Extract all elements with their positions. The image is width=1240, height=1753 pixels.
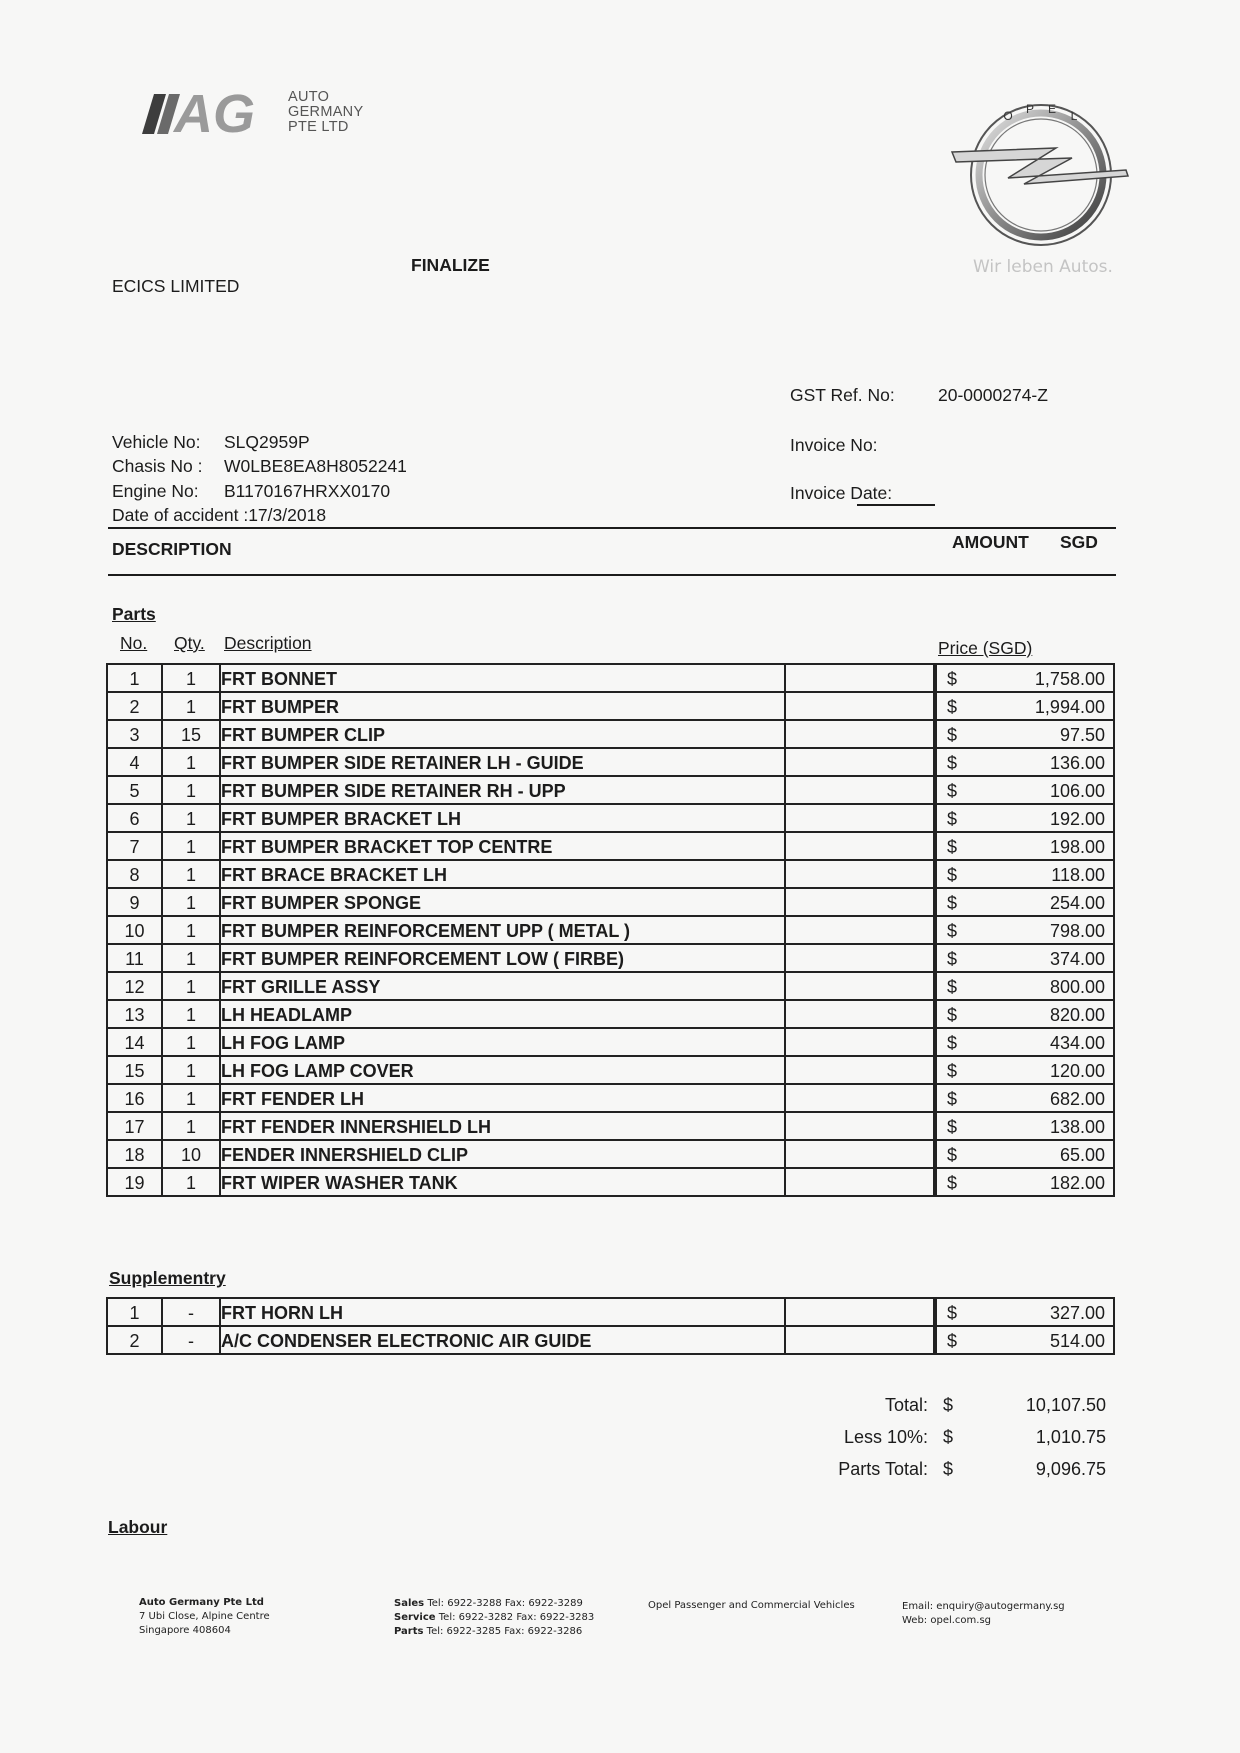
row-qty: 1 [162, 916, 220, 944]
row-price [936, 1168, 1114, 1196]
currency-symbol: $ [947, 781, 958, 801]
table-row [107, 832, 1114, 860]
price-value: 1,994.00 [1034, 697, 1105, 717]
row-qty: 1 [162, 860, 220, 888]
row-no: 13 [107, 1000, 162, 1028]
footer-web [902, 1600, 1065, 1628]
row-description: LH HEADLAMP [220, 1000, 785, 1028]
row-price [936, 860, 1114, 888]
row-no: 10 [107, 916, 162, 944]
table-row [107, 1056, 1114, 1084]
row-price [936, 972, 1114, 1000]
row-price [936, 944, 1114, 972]
total-value: 10,107.50 [1025, 1395, 1106, 1415]
row-no: 12 [107, 972, 162, 1000]
row-no: 4 [107, 748, 162, 776]
currency-symbol: $ [947, 669, 958, 689]
currency-symbol: $ [947, 837, 958, 857]
row-no: 17 [107, 1112, 162, 1140]
row-qty: 1 [162, 832, 220, 860]
price-value: 682.00 [1049, 1089, 1105, 1109]
price-value: 820.00 [1049, 1005, 1105, 1025]
price-value: 254.00 [1049, 893, 1105, 913]
row-description: FRT BONNET [220, 664, 785, 692]
row-qty: 1 [162, 944, 220, 972]
price-value: 514.00 [1049, 1331, 1105, 1351]
row-qty: 10 [162, 1140, 220, 1168]
row-description: FRT BUMPER BRACKET TOP CENTRE [220, 832, 785, 860]
row-no: 3 [107, 720, 162, 748]
invoice-date-underline [857, 504, 935, 506]
price-value: 97.50 [1059, 725, 1105, 745]
price-value: 434.00 [1049, 1033, 1105, 1053]
row-blank [785, 720, 934, 748]
row-price [936, 1326, 1114, 1354]
price-value: 1,758.00 [1034, 669, 1105, 689]
opel-letter: O [1003, 109, 1013, 123]
row-price [936, 916, 1114, 944]
table-row [107, 776, 1114, 804]
price-value: 198.00 [1049, 837, 1105, 857]
row-price [936, 720, 1114, 748]
table-row [107, 1028, 1114, 1056]
discount-row: Less 10%: $ 1,010.75 [843, 1427, 1106, 1447]
price-value: 65.00 [1059, 1145, 1105, 1165]
table-row [107, 804, 1114, 832]
currency-symbol: $ [947, 865, 958, 885]
currency-symbol: $ [947, 949, 958, 969]
divider-bottom [108, 574, 1116, 576]
row-description: FRT GRILLE ASSY [220, 972, 785, 1000]
status-label: FINALIZE [411, 255, 490, 275]
currency-symbol: $ [947, 1089, 958, 1109]
opel-letter: L [1070, 109, 1078, 123]
table-row [107, 692, 1114, 720]
row-qty: 1 [162, 1056, 220, 1084]
row-no: 14 [107, 1028, 162, 1056]
row-blank [785, 1084, 934, 1112]
row-price [936, 1298, 1114, 1326]
col-header-description: Description [224, 633, 312, 653]
row-qty: 1 [162, 776, 220, 804]
row-no: 2 [107, 1326, 162, 1354]
recipient-name: ECICS LIMITED [112, 276, 240, 296]
discount-value: 1,010.75 [1035, 1427, 1106, 1447]
row-blank [785, 664, 934, 692]
price-value: 800.00 [1049, 977, 1105, 997]
row-blank [785, 776, 934, 804]
row-qty: 1 [162, 804, 220, 832]
table-row [107, 1298, 1114, 1326]
row-price [936, 748, 1114, 776]
footer-company-name: Auto Germany Pte Ltd [139, 1597, 264, 1608]
row-description: LH FOG LAMP COVER [220, 1056, 785, 1084]
row-blank [785, 692, 934, 720]
parts-section-title: Parts [112, 604, 156, 624]
parts-total-value: 9,096.75 [1035, 1459, 1106, 1479]
row-blank [785, 944, 934, 972]
currency-symbol: $ [947, 1173, 958, 1193]
row-description: LH FOG LAMP [220, 1028, 785, 1056]
row-no: 16 [107, 1084, 162, 1112]
row-qty: - [162, 1326, 220, 1354]
opel-letter: E [1047, 102, 1057, 116]
row-blank [785, 860, 934, 888]
ag-logo-mark: AG [174, 88, 255, 140]
table-row [107, 888, 1114, 916]
table-row [107, 748, 1114, 776]
row-price [936, 1056, 1114, 1084]
row-description: FRT FENDER INNERSHIELD LH [220, 1112, 785, 1140]
row-description: FRT WIPER WASHER TANK [220, 1168, 785, 1196]
row-qty: - [162, 1298, 220, 1326]
row-description: FRT BUMPER REINFORCEMENT UPP ( METAL ) [220, 916, 785, 944]
description-heading: DESCRIPTION [112, 539, 232, 559]
table-row [107, 664, 1114, 692]
row-no: 19 [107, 1168, 162, 1196]
currency-symbol: $ [947, 697, 958, 717]
table-row [107, 1168, 1114, 1196]
row-description: FRT BUMPER CLIP [220, 720, 785, 748]
row-qty: 1 [162, 1084, 220, 1112]
row-qty: 1 [162, 664, 220, 692]
row-no: 15 [107, 1056, 162, 1084]
row-no: 1 [107, 664, 162, 692]
currency-symbol: $ [947, 1331, 958, 1351]
row-qty: 1 [162, 748, 220, 776]
row-description: FRT BUMPER REINFORCEMENT LOW ( FIRBE) [220, 944, 785, 972]
footer-email[interactable]: Email: enquiry@autogermany.sg [902, 1601, 1065, 1612]
parts-table [106, 663, 1115, 1197]
price-value: 106.00 [1049, 781, 1105, 801]
row-description: FRT BUMPER SIDE RETAINER LH - GUIDE [220, 748, 785, 776]
col-header-qty: Qty. [174, 633, 205, 653]
accident-date: Date of accident :17/3/2018 [112, 505, 327, 525]
row-description: FRT BRACE BRACKET LH [220, 860, 785, 888]
row-blank [785, 1298, 934, 1326]
amount-heading: AMOUNT [952, 532, 1029, 552]
price-value: 118.00 [1051, 865, 1105, 885]
currency-symbol: $ [947, 1303, 958, 1323]
divider-top [108, 527, 1116, 529]
row-price [936, 692, 1114, 720]
chasis-no-value: W0LBE8EA8H8052241 [224, 456, 407, 476]
row-no: 5 [107, 776, 162, 804]
row-blank [785, 1168, 934, 1196]
table-row [107, 916, 1114, 944]
brand-tagline: Wir leben Autos. [973, 257, 1113, 277]
row-qty: 1 [162, 1000, 220, 1028]
currency-symbol: $ [947, 809, 958, 829]
vehicle-no-label: Vehicle No: [112, 432, 201, 452]
row-description: FRT BUMPER SIDE RETAINER RH - UPP [220, 776, 785, 804]
row-no: 2 [107, 692, 162, 720]
supplementary-table [106, 1297, 1115, 1355]
row-no: 11 [107, 944, 162, 972]
row-no: 6 [107, 804, 162, 832]
row-price [936, 804, 1114, 832]
row-blank [785, 804, 934, 832]
currency-symbol: $ [947, 1117, 958, 1137]
supplementary-section-title: Supplementry [109, 1268, 226, 1288]
table-row [107, 1326, 1114, 1354]
currency-symbol: $ [947, 921, 958, 941]
row-no: 9 [107, 888, 162, 916]
row-qty: 1 [162, 692, 220, 720]
currency-symbol: $ [947, 1033, 958, 1053]
row-description: FRT HORN LH [220, 1298, 785, 1326]
invoice-date-label: Invoice Date: [790, 483, 893, 503]
row-price [936, 1000, 1114, 1028]
table-row [107, 860, 1114, 888]
vehicle-no-value: SLQ2959P [224, 432, 310, 452]
currency-symbol: $ [947, 753, 958, 773]
row-price [936, 888, 1114, 916]
table-row [107, 972, 1114, 1000]
row-qty: 1 [162, 1028, 220, 1056]
row-blank [785, 1056, 934, 1084]
row-price [936, 776, 1114, 804]
price-value: 327.00 [1049, 1303, 1105, 1323]
row-price [936, 1112, 1114, 1140]
row-price [936, 664, 1114, 692]
currency-symbol: $ [947, 1005, 958, 1025]
parts-total-row: Parts Total: $ 9,096.75 [838, 1459, 1106, 1479]
row-description: FRT BUMPER SPONGE [220, 888, 785, 916]
row-no: 18 [107, 1140, 162, 1168]
row-no: 8 [107, 860, 162, 888]
footer-address: Auto Germany Pte Ltd 7 Ubi Close, Alpine Centre Singapore 408604 [139, 1597, 270, 1636]
row-qty: 1 [162, 1112, 220, 1140]
row-price [936, 1084, 1114, 1112]
gst-ref-label: GST Ref. No: [790, 385, 895, 405]
price-value: 136.00 [1049, 753, 1105, 773]
row-blank [785, 748, 934, 776]
currency-symbol: $ [947, 977, 958, 997]
row-price [936, 832, 1114, 860]
row-qty: 1 [162, 972, 220, 1000]
labour-section-title: Labour [108, 1517, 168, 1537]
row-description: FENDER INNERSHIELD CLIP [220, 1140, 785, 1168]
row-qty: 1 [162, 1168, 220, 1196]
opel-logo [948, 100, 1133, 250]
engine-no-value: B1170167HRXX0170 [224, 481, 391, 501]
opel-letter: P [1025, 102, 1035, 116]
row-description: A/C CONDENSER ELECTRONIC AIR GUIDE [220, 1326, 785, 1354]
gst-ref-value: 20-0000274-Z [938, 385, 1048, 405]
row-blank [785, 1112, 934, 1140]
table-row [107, 1140, 1114, 1168]
table-row [107, 1084, 1114, 1112]
price-value: 138.00 [1049, 1117, 1105, 1137]
row-blank [785, 916, 934, 944]
currency-symbol: $ [947, 893, 958, 913]
row-description: FRT FENDER LH [220, 1084, 785, 1112]
company-logo-text: AUTO GERMANY PTE LTD [288, 89, 364, 135]
engine-no-label: Engine No: [112, 481, 199, 501]
price-value: 798.00 [1049, 921, 1105, 941]
table-row [107, 944, 1114, 972]
price-value: 182.00 [1049, 1173, 1105, 1193]
chasis-no-label: Chasis No : [112, 456, 203, 476]
row-price [936, 1028, 1114, 1056]
row-no: 1 [107, 1298, 162, 1326]
row-price [936, 1140, 1114, 1168]
row-blank [785, 972, 934, 1000]
row-no: 7 [107, 832, 162, 860]
row-description: FRT BUMPER BRACKET LH [220, 804, 785, 832]
table-row [107, 1112, 1114, 1140]
row-blank [785, 1326, 934, 1354]
footer-website[interactable]: Web: opel.com.sg [902, 1615, 992, 1626]
footer-brand-line: Opel Passenger and Commercial Vehicles [648, 1600, 855, 1611]
price-value: 374.00 [1049, 949, 1105, 969]
footer-contacts: Sales Tel: 6922-3288 Fax: 6922-3289 Service Tel: 6922-3282 Fax: 6922-3283 Parts Tel: 6922-3285 Fax: 6922-3286 [394, 1598, 595, 1637]
currency-symbol: $ [947, 1145, 958, 1165]
price-value: 120.00 [1049, 1061, 1105, 1081]
total-row: Total: $ 10,107.50 [884, 1395, 1106, 1415]
row-qty: 15 [162, 720, 220, 748]
row-description: FRT BUMPER [220, 692, 785, 720]
currency-heading: SGD [1060, 532, 1098, 552]
row-qty: 1 [162, 888, 220, 916]
row-blank [785, 888, 934, 916]
price-value: 192.00 [1049, 809, 1105, 829]
currency-symbol: $ [947, 1061, 958, 1081]
col-header-no: No. [120, 633, 148, 653]
invoice-no-label: Invoice No: [790, 435, 878, 455]
row-blank [785, 1140, 934, 1168]
col-header-price: Price (SGD) [938, 638, 1033, 658]
row-blank [785, 1028, 934, 1056]
table-row [107, 1000, 1114, 1028]
row-blank [785, 832, 934, 860]
row-blank [785, 1000, 934, 1028]
table-row [107, 720, 1114, 748]
currency-symbol: $ [947, 725, 958, 745]
